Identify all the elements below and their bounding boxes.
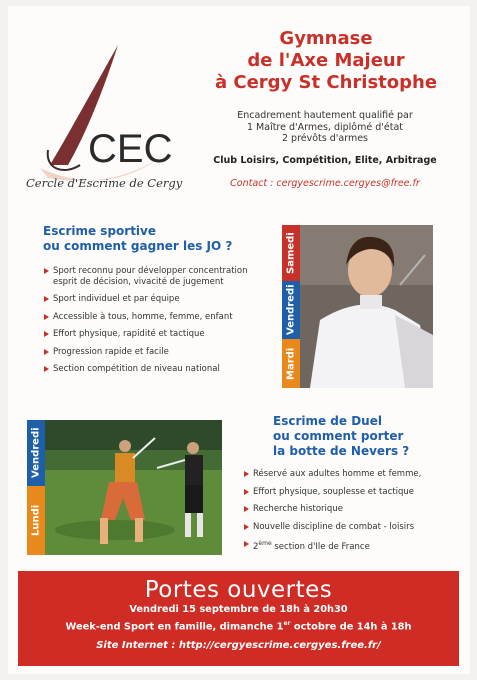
- section-sportive-title: Escrime sportive ou comment gagner les JO ?: [43, 224, 233, 253]
- list-item: 2ème section d'Ile de France: [243, 539, 463, 552]
- website-link[interactable]: Site Internet : http://cergyescrime.cergyes.free.fr/: [96, 640, 381, 652]
- list-item: Nouvelle discipline de combat - loisirs: [243, 522, 463, 533]
- list-item: Réservé aux adultes homme et femme,: [243, 469, 463, 480]
- logo-initials: CEC: [88, 127, 173, 171]
- day-label: Vendredi: [27, 420, 45, 486]
- club-name: Cercle d'Escrime de Cergy: [26, 176, 183, 190]
- day-label: Vendredi: [282, 281, 300, 339]
- banner-date-1: Vendredi 15 septembre de 18h à 20h30: [129, 604, 348, 615]
- duel-days-band: [27, 420, 45, 555]
- duel-bullet-list: [243, 469, 463, 559]
- list-item: Section compétition de niveau national: [43, 364, 268, 375]
- day-label: Samedi: [282, 225, 300, 281]
- section-duel-title: Escrime de Duel ou comment porter la botte de Nevers ?: [273, 414, 410, 458]
- list-item: Sport individuel et par équipe: [43, 294, 268, 305]
- sportive-days-band: [282, 225, 300, 388]
- list-item: Progression rapide et facile: [43, 347, 268, 358]
- duel-photo: [45, 420, 222, 555]
- club-categories: Club Loisirs, Compétition, Elite, Arbitrage: [213, 155, 437, 166]
- banner-heading: Portes ouvertes: [144, 577, 333, 603]
- list-item: Accessible à tous, homme, femme, enfant: [43, 312, 268, 323]
- coaching-info: Encadrement hautement qualifié par 1 Maître d'Armes, diplômé d'état 2 prévôts d'armes: [237, 110, 413, 144]
- fencer-photo: [300, 225, 433, 388]
- contact-line: Contact : cergyescrime.cergyes@free.fr: [230, 178, 420, 189]
- list-item: Recherche historique: [243, 504, 463, 515]
- day-label: Lundi: [27, 486, 45, 555]
- list-item: Effort physique, souplesse et tactique: [243, 487, 463, 498]
- list-item: Sport reconnu pour développer concentration esprit de décision, vivacité de jugement: [43, 266, 268, 287]
- open-days-banner: [18, 571, 459, 666]
- venue-title: Gymnase de l'Axe Majeur à Cergy St Christophe: [214, 28, 438, 93]
- contact-email[interactable]: cergyescrime.cergyes@free.fr: [276, 178, 420, 189]
- sportive-bullet-list: [43, 266, 268, 382]
- day-label: Mardi: [282, 339, 300, 388]
- banner-date-2: Week-end Sport en famille, dimanche 1er octobre de 14h à 18h: [65, 620, 412, 633]
- list-item: Effort physique, rapidité et tactique: [43, 329, 268, 340]
